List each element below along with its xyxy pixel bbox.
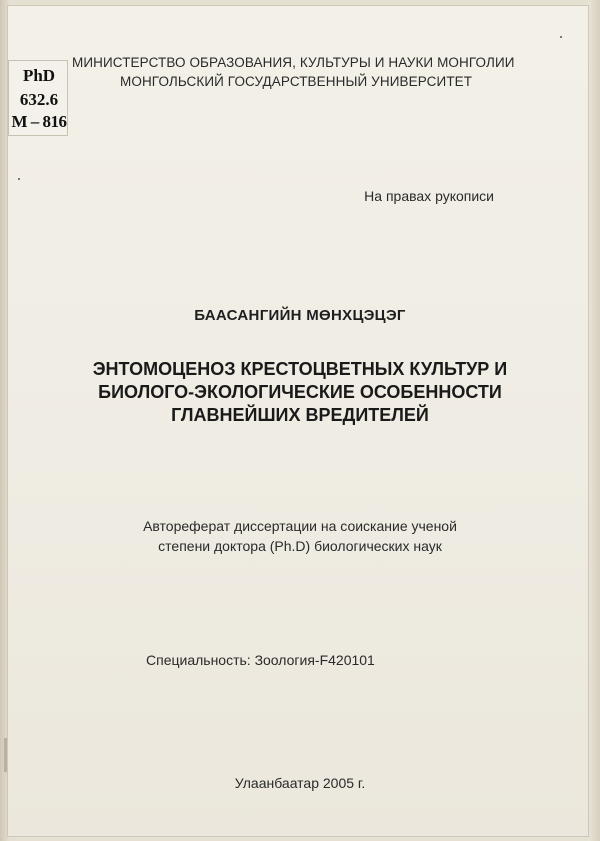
abstract-line-1: Автореферат диссертации на соискание ученой [143,518,457,534]
dissertation-title [40,358,560,427]
library-call-number-label [8,60,68,136]
place-and-year: Улаанбаатар 2005 г. [234,775,366,791]
institution-header [72,53,542,91]
scan-speck [560,36,562,38]
abstract-line-2: степени доктора (Ph.D) биологических наук [158,538,442,554]
page-right-shadow [588,0,600,841]
university-name: МОНГОЛЬСКИЙ ГОСУДАРСТВЕННЫЙ УНИВЕРСИТЕТ [120,74,473,89]
binding-mark [4,738,7,772]
author-name: БААСАНГИЙН МӨНХЦЭЦЭГ [194,307,406,324]
scan-speck [18,178,20,180]
abstract-description [0,516,600,556]
manuscript-rights-note: На правах рукописи [364,188,494,204]
specialty-line: Специальность: Зоология-F420101 [146,652,375,668]
title-line-3: ГЛАВНЕЙШИХ ВРЕДИТЕЛЕЙ [171,405,429,425]
call-number-line-1: PhD [22,66,56,85]
title-line-2: БИОЛОГО-ЭКОЛОГИЧЕСКИЕ ОСОБЕННОСТИ [98,382,502,402]
title-line-1: ЭНТОМОЦЕНОЗ КРЕСТОЦВЕТНЫХ КУЛЬТУР И [92,359,508,379]
call-number-line-3: M – 816 [11,112,67,131]
call-number-line-2: 632.6 [19,90,59,109]
ministry-name: МИНИСТЕРСТВО ОБРАЗОВАНИЯ, КУЛЬТУРЫ И НАУКИ МОНГОЛИИ [72,55,515,70]
